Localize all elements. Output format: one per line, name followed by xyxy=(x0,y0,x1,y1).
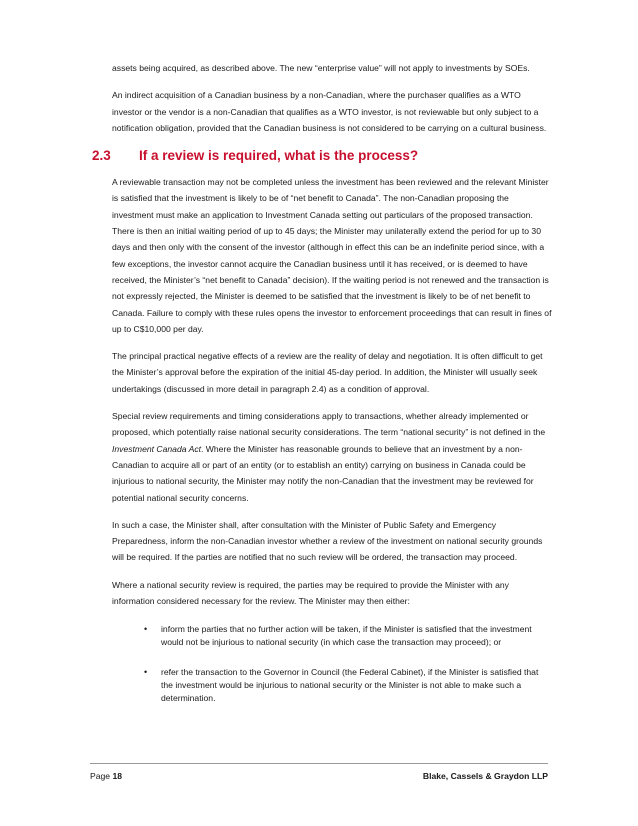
options-list xyxy=(112,623,552,705)
page-number-value: 18 xyxy=(112,771,123,781)
bullet-icon: • xyxy=(144,624,148,635)
act-title-italic: Investment Canada Act xyxy=(112,443,202,454)
list-item xyxy=(112,623,552,649)
paragraph-indirect-acquisition: An indirect acquisition of a Canadian business by a non-Canadian, where the purchaser qualifies as a WTO investor or the vendor is a non-Canadian that qualifies as a WTO investor, is not reviewable but only subject to a notification obligation, provided that the Canadian business is not considered to be carrying on a cultural business. xyxy=(112,90,547,133)
paragraph-negative-effects: The principal practical negative effects of a review are the reality of delay and negotiation. It is often difficult to get the Minister’s approval before the expiration of the initial 45-day period. In addition, the Minister will usually seek undertakings (discussed in more detail in paragraph 2.4) as a condition of approval. xyxy=(112,351,543,394)
section-heading xyxy=(92,147,552,165)
firm-name: Blake, Cassels & Graydon LLP xyxy=(422,771,548,781)
paragraph-review-required: Where a national security review is required, the parties may be required to provide the Minister with any information considered necessary for the review. The Minister may then either: xyxy=(112,579,509,607)
page-label: Page xyxy=(90,771,111,781)
footer-divider xyxy=(90,763,548,764)
list-item-text: inform the parties that no further action will be taken, if the Minister is satisfied that the investment would not be injurious to national security (in which case the transaction may proceed); or xyxy=(161,624,532,648)
paragraph-soe-enterprise-value: assets being acquired, as described above. The new “enterprise value” will not apply to investments by SOEs. xyxy=(112,63,530,73)
page-body xyxy=(92,60,552,722)
list-item xyxy=(112,666,552,705)
section-title: If a review is required, what is the process? xyxy=(139,148,419,164)
text-segment: . Where the Minister has reasonable grounds to believe that an investment by a non-Canadian to acquire all or part of an entity (or to establish an entity) carrying on business in Canada could be injurious to national security, the Minister may notify the non-Canadian that the investment may be reviewed for potential national security concerns. xyxy=(112,443,534,503)
paragraph-consultation: In such a case, the Minister shall, after consultation with the Minister of Public Safety and Emergency Preparedness, inform the non-Canadian investor whether a review of the investment on national security grounds will be required. If the parties are notified that no such review will be ordered, the transaction may proceed. xyxy=(112,519,543,563)
paragraph-review-process: A reviewable transaction may not be completed unless the investment has been reviewed and the relevant Minister is satisfied that the investment is likely to be of “net benefit to Canada”. The non-Canadian proposing the investment must make an application to Investment Canada setting out particulars of the proposed transaction. There is then an initial waiting period of up to 45 days; the Minister may unilaterally extend the period for up to 30 days and then only with the consent of the investor (although in effect this can be an indefinite period since, with a few exceptions, the investor cannot acquire the Canadian business until it has received, or is deemed to have received, the Minister’s “net benefit to Canada” decision). If the waiting period is not renewed and the transaction is not expressly rejected, the Minister is deemed to be satisfied that the investment is likely to be of net benefit to Canada. Failure to comply with these rules opens the investor to enforcement proceedings that can result in fines of up to C$10,000 per day. xyxy=(112,177,552,334)
list-item-text: refer the transaction to the Governor in Council (the Federal Cabinet), if the Minister is satisfied that the investment would be injurious to national security or the Minister is not able to make such a determination. xyxy=(161,667,539,704)
text-segment: Special review requirements and timing considerations apply to transactions, whether already implemented or proposed, which potentially raise national security considerations. The term “national security” is not defined in the xyxy=(112,411,546,438)
paragraph-national-security xyxy=(112,408,552,506)
section-number: 2.3 xyxy=(92,148,111,164)
bullet-icon: • xyxy=(144,667,148,678)
page-number xyxy=(90,771,122,781)
